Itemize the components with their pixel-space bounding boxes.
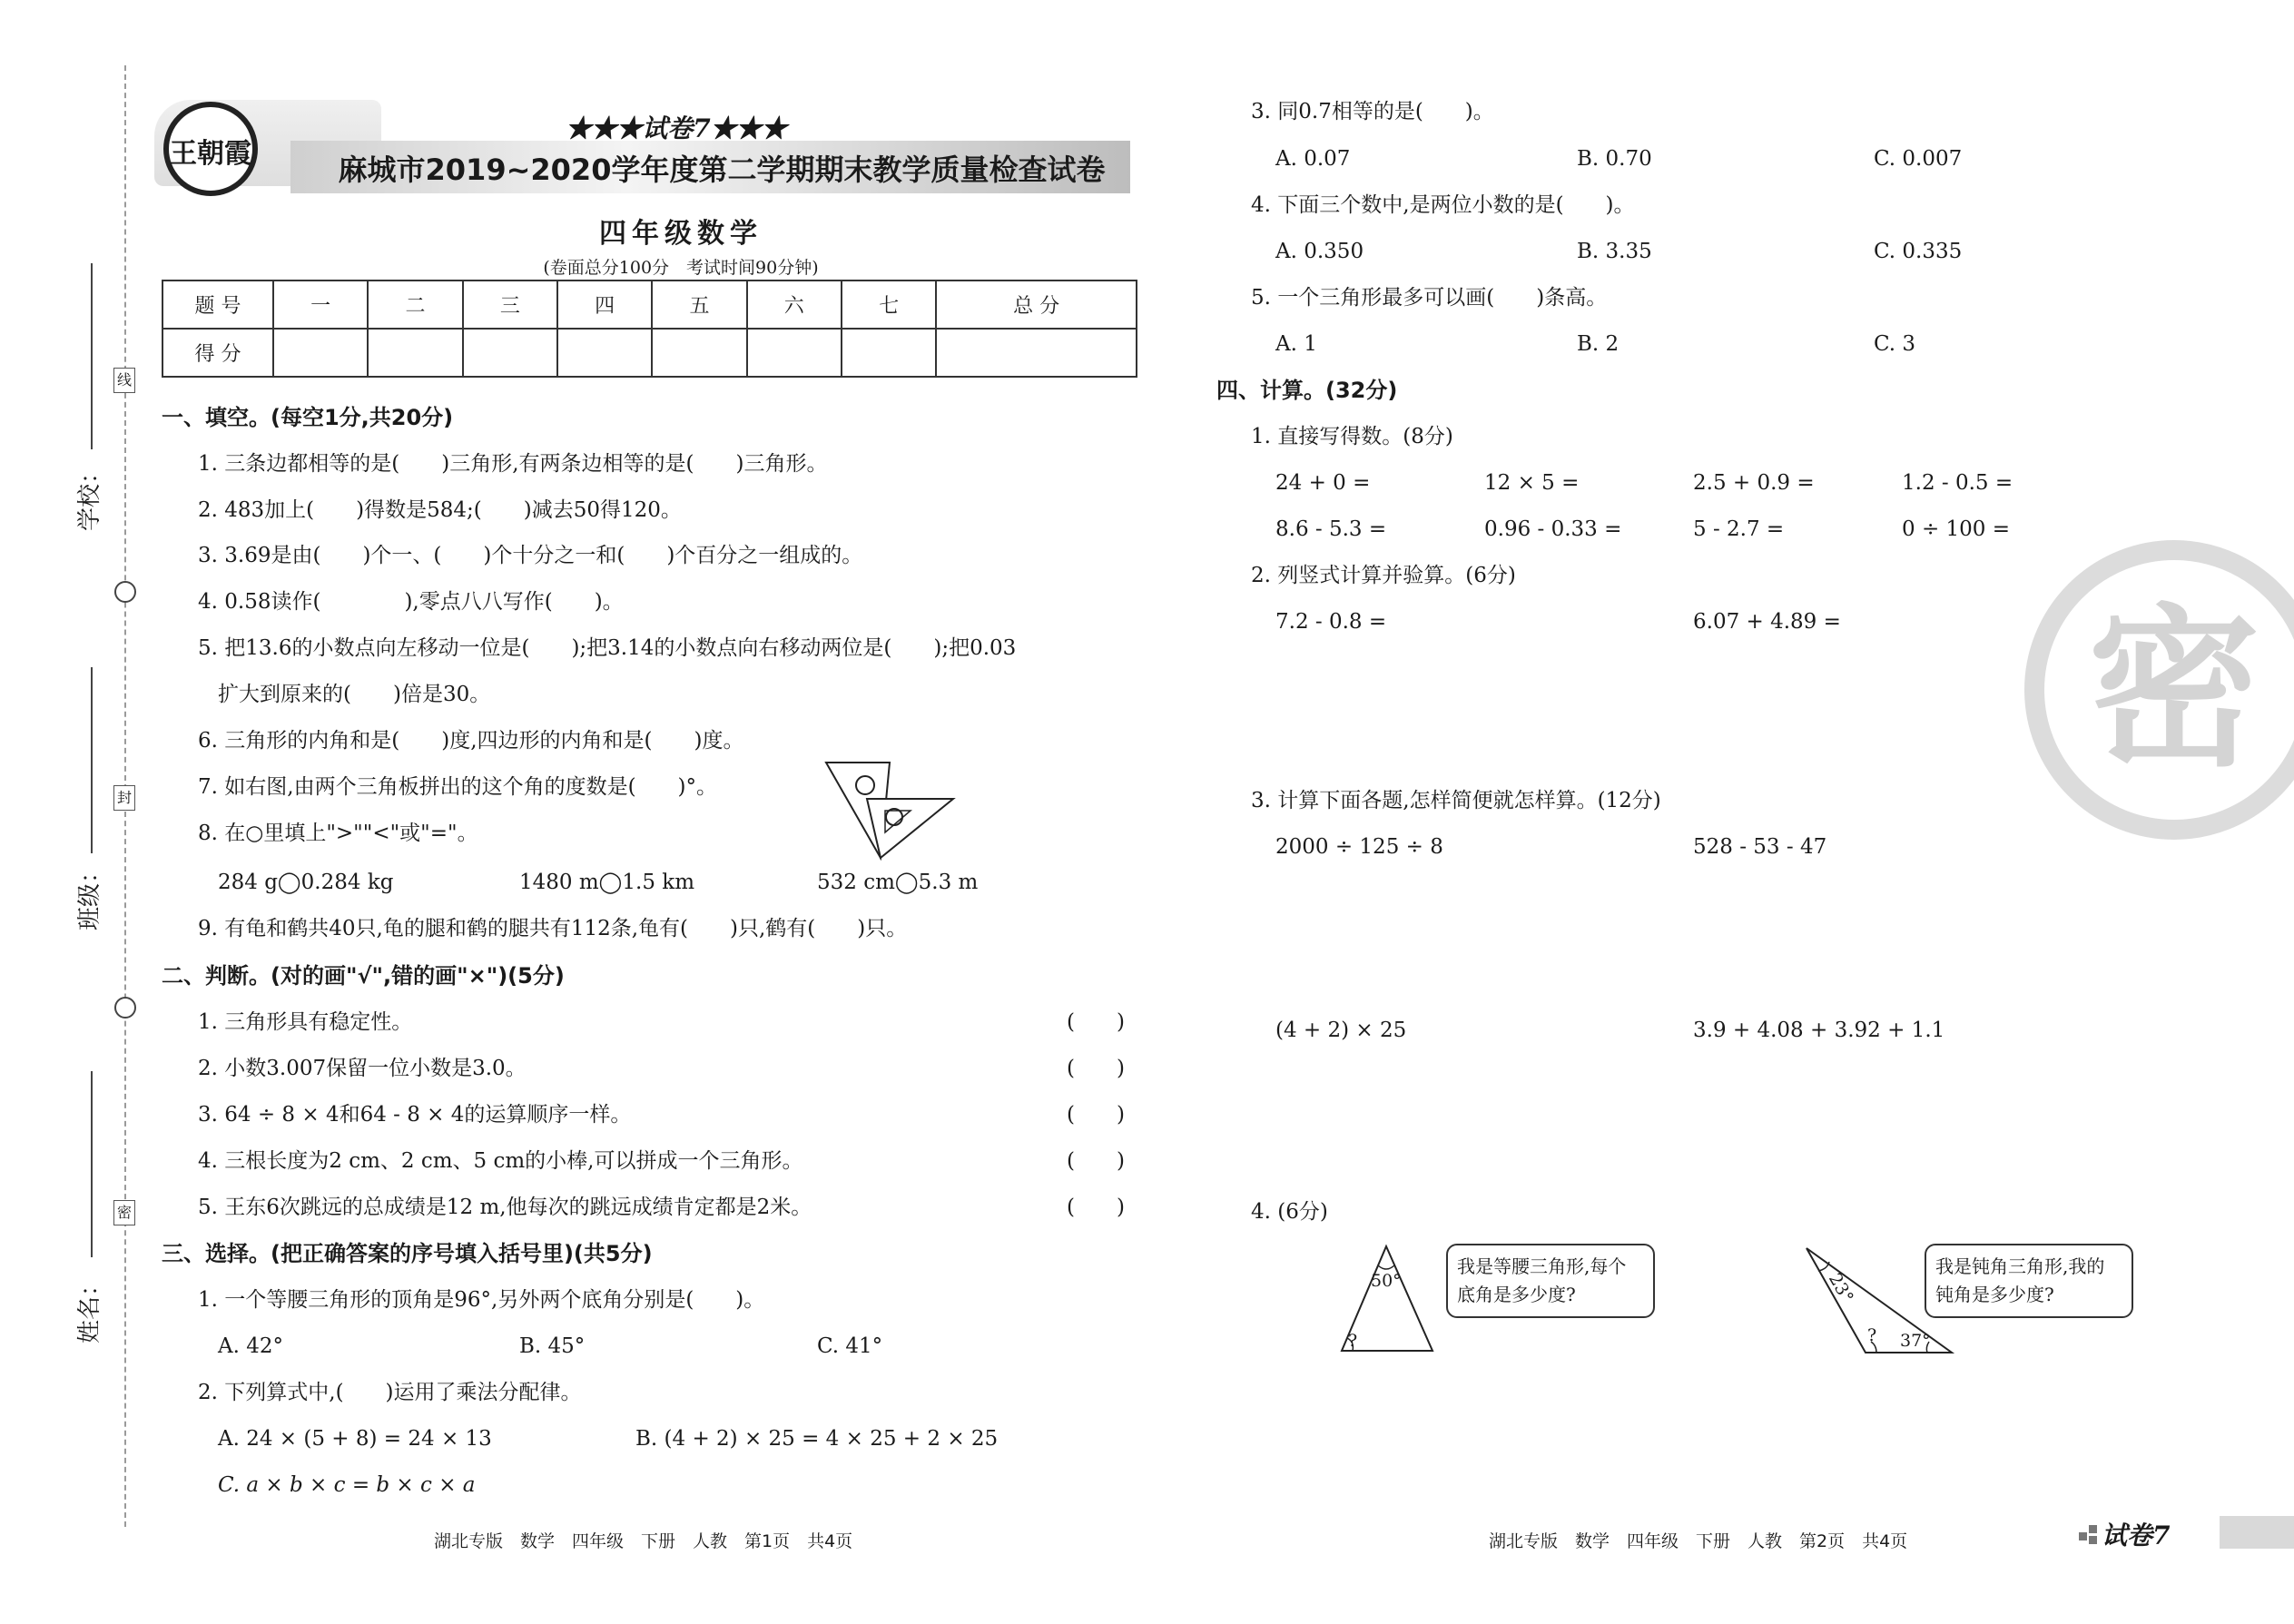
class-underline: [91, 667, 93, 853]
score-cell[interactable]: [368, 329, 462, 377]
answer-bracket[interactable]: ( ): [1067, 1057, 1125, 1080]
calc-item: (4 + 2) × 25: [1275, 1019, 1407, 1042]
speech-bubble: 我是等腰三角形,每个底角是多少度?: [1446, 1244, 1655, 1318]
calc-item: 0.96 - 0.33 =: [1484, 517, 1622, 541]
choice-option: A. 42°: [218, 1334, 283, 1358]
choice-option: A. 0.350: [1275, 240, 1364, 263]
name-label: 姓名：: [76, 1272, 103, 1343]
question-text: 2. 483加上( )得数是584;( )减去50得120。: [198, 498, 682, 522]
exam-info: (卷面总分100分 考试时间90分钟): [543, 258, 819, 278]
decor-square: [2089, 1525, 2097, 1533]
table-cell: 三: [463, 281, 557, 329]
watermark-seal: 密: [2024, 540, 2294, 840]
decor-square: [2079, 1532, 2087, 1540]
judgment-item: 2. 小数3.007保留一位小数是3.0。: [198, 1057, 527, 1080]
comparison-item: 532 cm◯5.3 m: [817, 871, 979, 894]
table-cell: 二: [368, 281, 462, 329]
answer-bracket[interactable]: ( ): [1067, 1149, 1125, 1173]
subject-title: 四年级数学: [599, 218, 763, 250]
set-square-figure: [822, 758, 958, 862]
binding-mark-line: 线: [113, 368, 135, 393]
binding-mark-secret: 密: [113, 1200, 135, 1225]
paper-series-label: ★★★试卷7★★★: [566, 113, 787, 143]
name-underline: [91, 1071, 93, 1257]
binding-mark-seal: 封: [113, 785, 135, 811]
school-underline: [91, 263, 93, 449]
score-cell[interactable]: [557, 329, 652, 377]
angle-label: 23°: [1824, 1269, 1857, 1307]
table-cell: 四: [557, 281, 652, 329]
question-text: 6. 三角形的内角和是( )度,四边形的内角和是( )度。: [198, 729, 744, 753]
table-cell: 七: [842, 281, 936, 329]
judgment-item: 5. 王东6次跳远的总成绩是12 m,他每次的跳远成绩肯定都是2米。: [198, 1196, 812, 1219]
table-cell: 总 分: [936, 281, 1137, 329]
score-cell[interactable]: [652, 329, 746, 377]
question-text: 4. (6分): [1251, 1200, 1328, 1224]
question-text: 2. 下列算式中,( )运用了乘法分配律。: [198, 1381, 582, 1404]
question-text: 1. 直接写得数。(8分): [1251, 425, 1453, 448]
answer-bracket[interactable]: ( ): [1067, 1103, 1125, 1127]
calc-item: 528 - 53 - 47: [1693, 835, 1827, 859]
question-text: 3. 同0.7相等的是( )。: [1251, 100, 1494, 123]
tag-bar: [2220, 1516, 2294, 1549]
angle-label: ?: [1867, 1325, 1877, 1345]
choice-option: B. 0.70: [1577, 147, 1652, 171]
choice-option: C. 41°: [817, 1334, 883, 1358]
angle-label: 50°: [1371, 1271, 1402, 1291]
comparison-item: 284 g◯0.284 kg: [218, 871, 394, 894]
section-heading: 一、填空。(每空1分,共20分): [162, 405, 454, 430]
choice-option: B. (4 + 2) × 25 = 4 × 25 + 2 × 25: [635, 1427, 999, 1451]
score-cell[interactable]: [842, 329, 936, 377]
calc-item: 24 + 0 =: [1275, 471, 1371, 495]
section-heading: 三、选择。(把正确答案的序号填入括号里)(共5分): [162, 1241, 653, 1266]
judgment-item: 4. 三根长度为2 cm、2 cm、5 cm的小棒,可以拼成一个三角形。: [198, 1149, 803, 1173]
question-text: 8. 在○里填上">""<"或"="。: [198, 822, 478, 845]
section-heading: 四、计算。(32分): [1216, 378, 1398, 403]
choice-option: B. 45°: [519, 1334, 586, 1358]
choice-option: B. 3.35: [1577, 240, 1652, 263]
table-cell: 题 号: [162, 281, 273, 329]
question-text: 4. 下面三个数中,是两位小数的是( )。: [1251, 193, 1635, 217]
calc-item: 6.07 + 4.89 =: [1693, 610, 1841, 634]
binding-hole: [114, 581, 136, 603]
footer-right: 湖北专版 数学 四年级 下册 人教 第2页 共4页: [1489, 1531, 1908, 1551]
question-text: 2. 列竖式计算并验算。(6分): [1251, 564, 1516, 587]
choice-option: C. a × b × c = b × c × a: [218, 1473, 476, 1497]
score-table-score-row: [162, 329, 1137, 377]
publisher-logo: 王朝霞: [163, 102, 258, 196]
score-cell[interactable]: [936, 329, 1137, 377]
footer-left: 湖北专版 数学 四年级 下册 人教 第1页 共4页: [434, 1531, 853, 1551]
question-text: 5. 一个三角形最多可以画( )条高。: [1251, 286, 1608, 310]
choice-option: C. 0.335: [1874, 240, 1963, 263]
score-table: [162, 280, 1137, 378]
calc-item: 3.9 + 4.08 + 3.92 + 1.1: [1693, 1019, 1945, 1042]
angle-label: ?: [1348, 1331, 1358, 1351]
choice-option: A. 24 × (5 + 8) = 24 × 13: [218, 1427, 492, 1451]
decor-square: [2089, 1536, 2097, 1544]
table-cell: 得 分: [162, 329, 273, 377]
judgment-item: 3. 64 ÷ 8 × 4和64 - 8 × 4的运算顺序一样。: [198, 1103, 632, 1127]
choice-option: A. 1: [1275, 332, 1317, 356]
angle-label: 37°: [1900, 1331, 1931, 1351]
question-text: 4. 0.58读作( ),零点八八写作( )。: [198, 590, 624, 614]
calc-item: 2.5 + 0.9 =: [1693, 471, 1815, 495]
choice-option: B. 2: [1577, 332, 1620, 356]
calc-item: 8.6 - 5.3 =: [1275, 517, 1387, 541]
judgment-item: 1. 三角形具有稳定性。: [198, 1010, 413, 1034]
table-cell: 五: [652, 281, 746, 329]
score-table-header-row: [162, 281, 1137, 329]
question-text: 1. 三条边都相等的是( )三角形,有两条边相等的是( )三角形。: [198, 452, 828, 476]
choice-option: C. 0.007: [1874, 147, 1963, 171]
score-cell[interactable]: [747, 329, 842, 377]
question-text: 5. 把13.6的小数点向左移动一位是( );把3.14的小数点向右移动两位是( );把0.03: [198, 636, 1017, 660]
section-heading: 二、判断。(对的画"√",错的画"×")(5分): [162, 963, 565, 989]
question-text: 3. 3.69是由( )个一、( )个十分之一和( )个百分之一组成的。: [198, 544, 863, 567]
choice-option: A. 0.07: [1275, 147, 1351, 171]
score-cell[interactable]: [273, 329, 368, 377]
calc-item: 1.2 - 0.5 =: [1902, 471, 2013, 495]
question-text: 7. 如右图,由两个三角板拼出的这个角的度数是( )°。: [198, 775, 718, 799]
question-text: 1. 一个等腰三角形的顶角是96°,另外两个底角分别是( )。: [198, 1288, 765, 1312]
score-cell[interactable]: [463, 329, 557, 377]
calc-item: 12 × 5 =: [1484, 471, 1580, 495]
table-cell: 一: [273, 281, 368, 329]
calc-item: 0 ÷ 100 =: [1902, 517, 2011, 541]
question-text: 扩大到原来的( )倍是30。: [218, 683, 491, 706]
table-cell: 六: [747, 281, 842, 329]
class-label: 班级：: [76, 859, 103, 930]
calc-item: 7.2 - 0.8 =: [1275, 610, 1387, 634]
speech-bubble: 我是钝角三角形,我的钝角是多少度?: [1925, 1244, 2133, 1318]
calc-item: 2000 ÷ 125 ÷ 8: [1275, 835, 1443, 859]
question-text: 3. 计算下面各题,怎样简便就怎样算。(12分): [1251, 789, 1661, 812]
answer-bracket[interactable]: ( ): [1067, 1010, 1125, 1034]
answer-bracket[interactable]: ( ): [1067, 1196, 1125, 1219]
school-label: 学校：: [76, 459, 103, 531]
exam-title: 麻城市2019~2020学年度第二学期期末教学质量检查试卷: [338, 153, 1106, 187]
comparison-item: 1480 m◯1.5 km: [519, 871, 695, 894]
choice-option: C. 3: [1874, 332, 1916, 356]
binding-hole: [114, 997, 136, 1019]
paper-tag: 试卷7: [2102, 1521, 2171, 1550]
calc-item: 5 - 2.7 =: [1693, 517, 1785, 541]
question-text: 9. 有龟和鹤共40只,龟的腿和鹤的腿共有112条,龟有( )只,鹤有( )只。: [198, 917, 908, 940]
